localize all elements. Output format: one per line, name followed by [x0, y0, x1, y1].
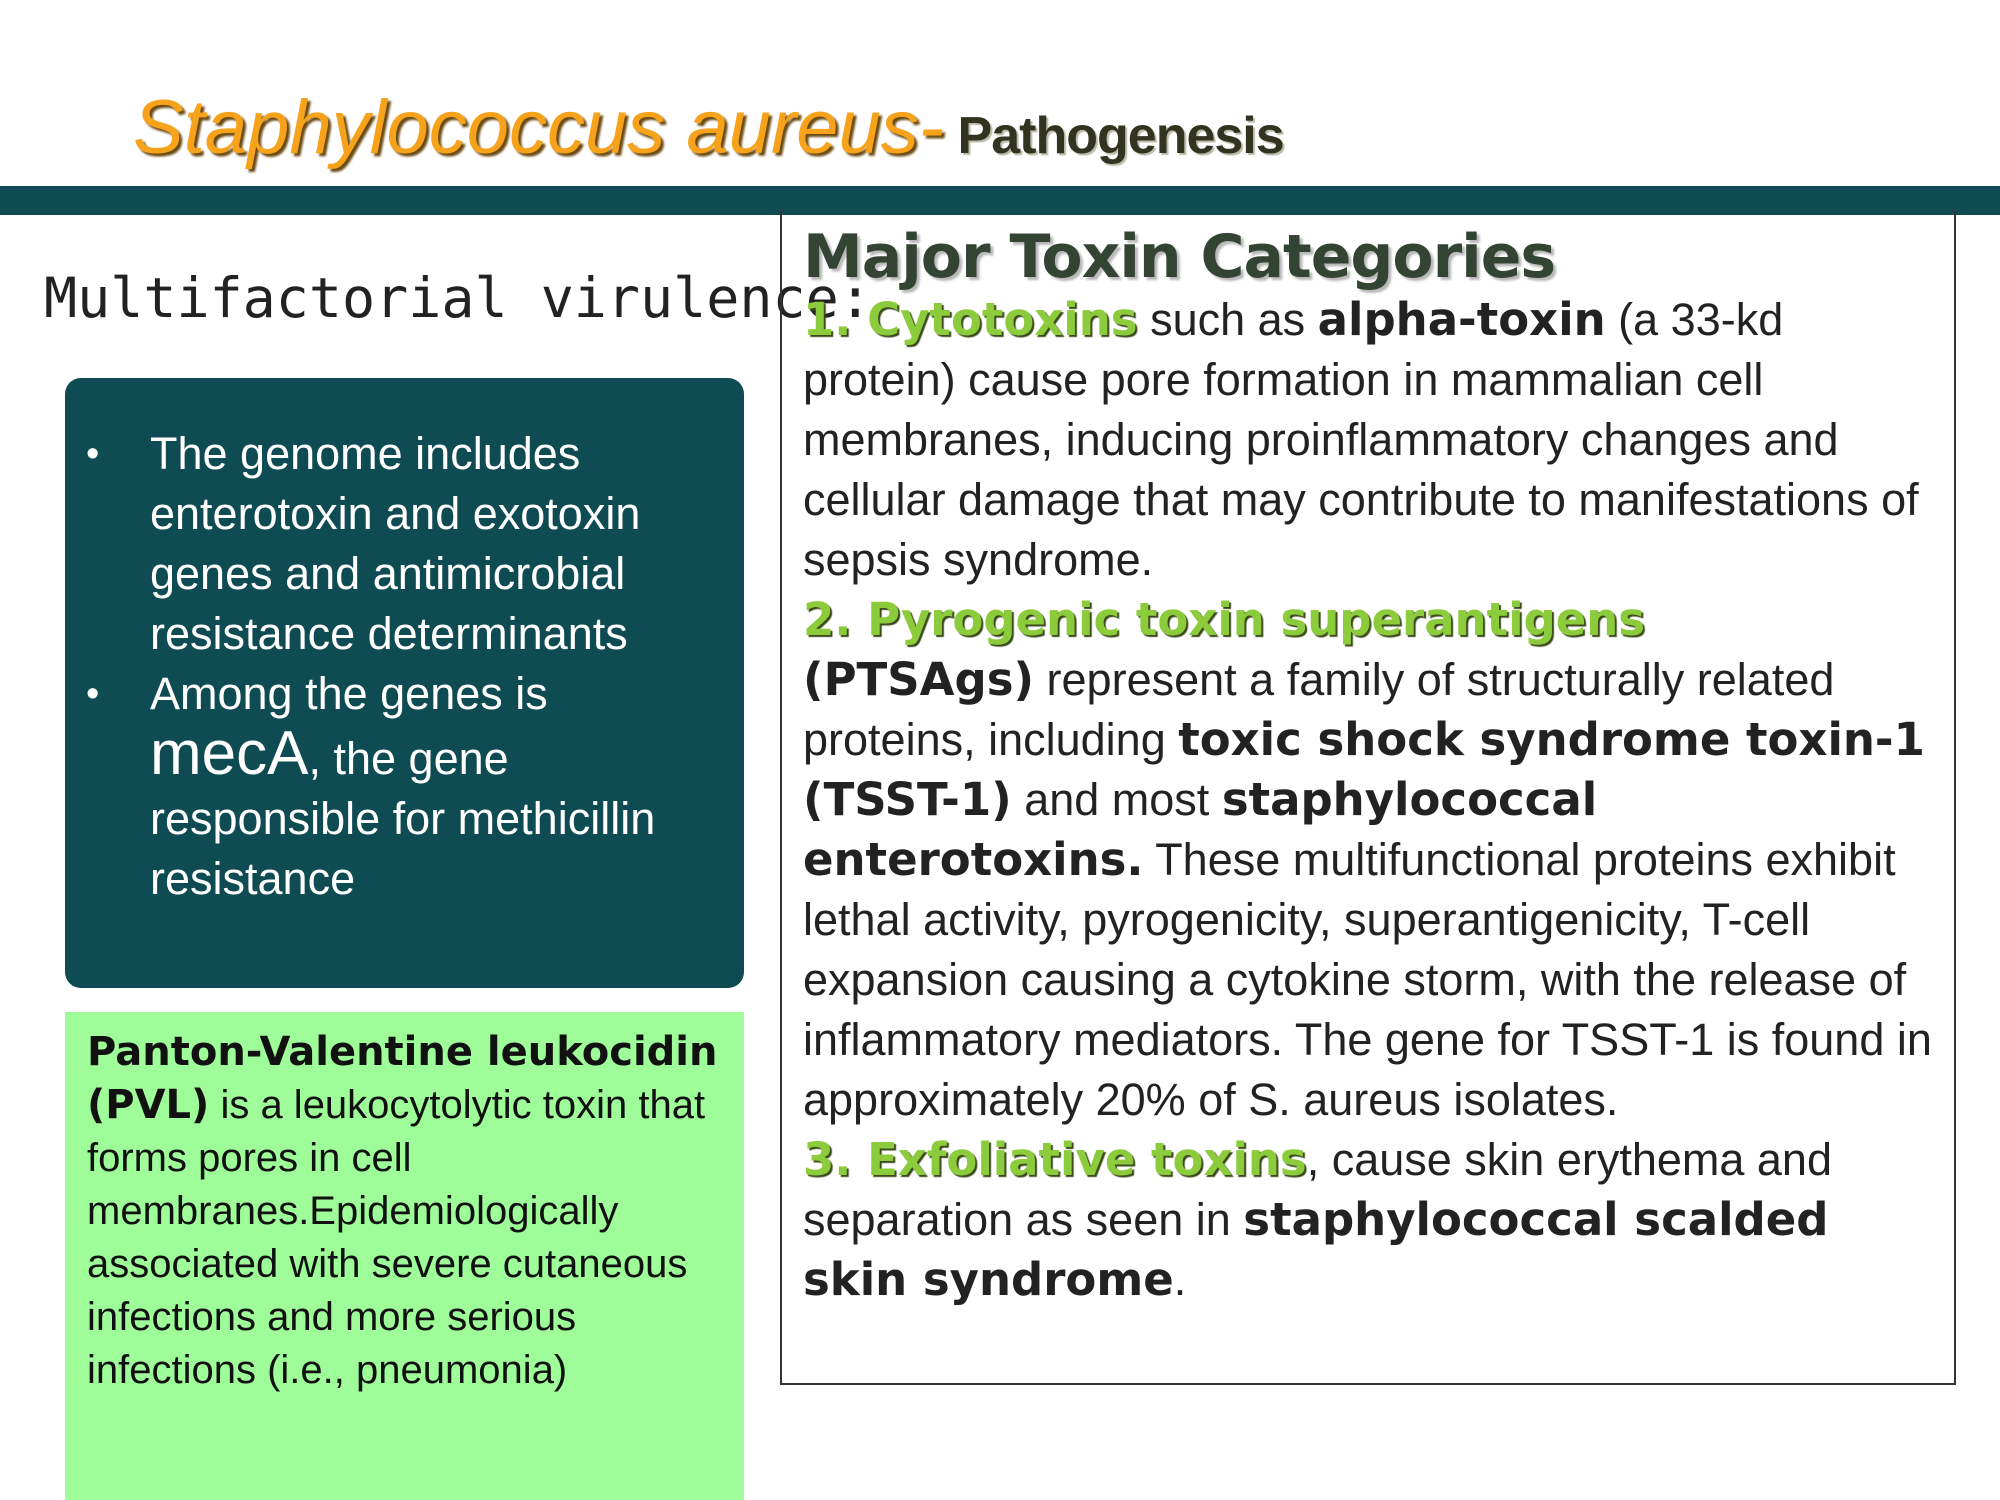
left-heading: Multifactorial virulence:: [44, 266, 872, 330]
toxin-categories-heading: Major Toxin Categories: [803, 222, 1556, 292]
pvl-info-box: [65, 1012, 744, 1500]
category-2-text: represent a family of structurally related proteins, including: [803, 654, 1835, 765]
category-2-bold: (PTSAgs): [803, 653, 1035, 706]
bullet-text: The genome includes enterotoxin and exotoxin genes and antimicrobial resistance determinants: [150, 428, 641, 659]
category-3-label: 3. Exfoliative toxins: [803, 1133, 1307, 1186]
category-2-text: These multifunctional proteins exhibit lethal activity, pyrogenicity, superantigenicity, T-cell expansion causing a cytokine storm, with the release of inflammatory mediators. The gene for TSST-1 is found in approximately 20% of S. aureus isolates.: [803, 834, 1932, 1125]
category-3-text: .: [1173, 1254, 1187, 1305]
category-3-bold: staphylococcal scalded skin syndrome: [803, 1193, 1829, 1306]
meca-gene-name: mecA: [150, 719, 309, 788]
bullet-text-post: , the gene responsible for methicillin resistance: [150, 733, 656, 904]
bullet-text-pre: Among the genes is: [150, 668, 548, 719]
slide-title: [133, 85, 1284, 170]
category-1-bold: alpha-toxin: [1317, 293, 1606, 346]
category-2-bold: toxic shock syndrome toxin-1 (TSST-1): [803, 713, 1925, 826]
category-2-text: and most: [1011, 774, 1222, 825]
category-1-text: such as: [1137, 294, 1318, 345]
toxin-categories-panel: [780, 210, 1956, 1385]
bullet-dot-icon: •: [86, 433, 100, 475]
category-3-text: , cause skin erythema and separation as seen in: [803, 1134, 1832, 1245]
toxin-categories-body: [803, 290, 1944, 1310]
title-subtitle: Pathogenesis: [944, 107, 1284, 165]
title-dash: -: [918, 85, 945, 170]
genome-bullet-list: [86, 424, 714, 909]
pvl-description: is a leukocytolytic toxin that forms pores in cell membranes.Epidemiologically associated with severe cutaneous infections and more serious infections (i.e., pneumonia): [87, 1083, 706, 1392]
bullet-item: [86, 664, 714, 909]
pvl-term: Panton-Valentine leukocidin (PVL): [87, 1029, 718, 1128]
genome-info-box: [65, 378, 744, 988]
bullet-dot-icon: •: [86, 673, 100, 715]
category-2-bold: staphylococcal enterotoxins.: [803, 773, 1598, 886]
category-1-label: 1. Cytotoxins: [803, 293, 1138, 346]
title-organism: Staphylococcus aureus: [133, 85, 919, 170]
category-1-text: (a 33-kd protein) cause pore formation in mammalian cell membranes, inducing proinflammatory changes and cellular damage that may contribute to manifestations of sepsis syndrome.: [803, 294, 1919, 585]
bullet-item: [86, 424, 714, 664]
category-2-label: 2. Pyrogenic toxin superantigens: [803, 593, 1646, 646]
